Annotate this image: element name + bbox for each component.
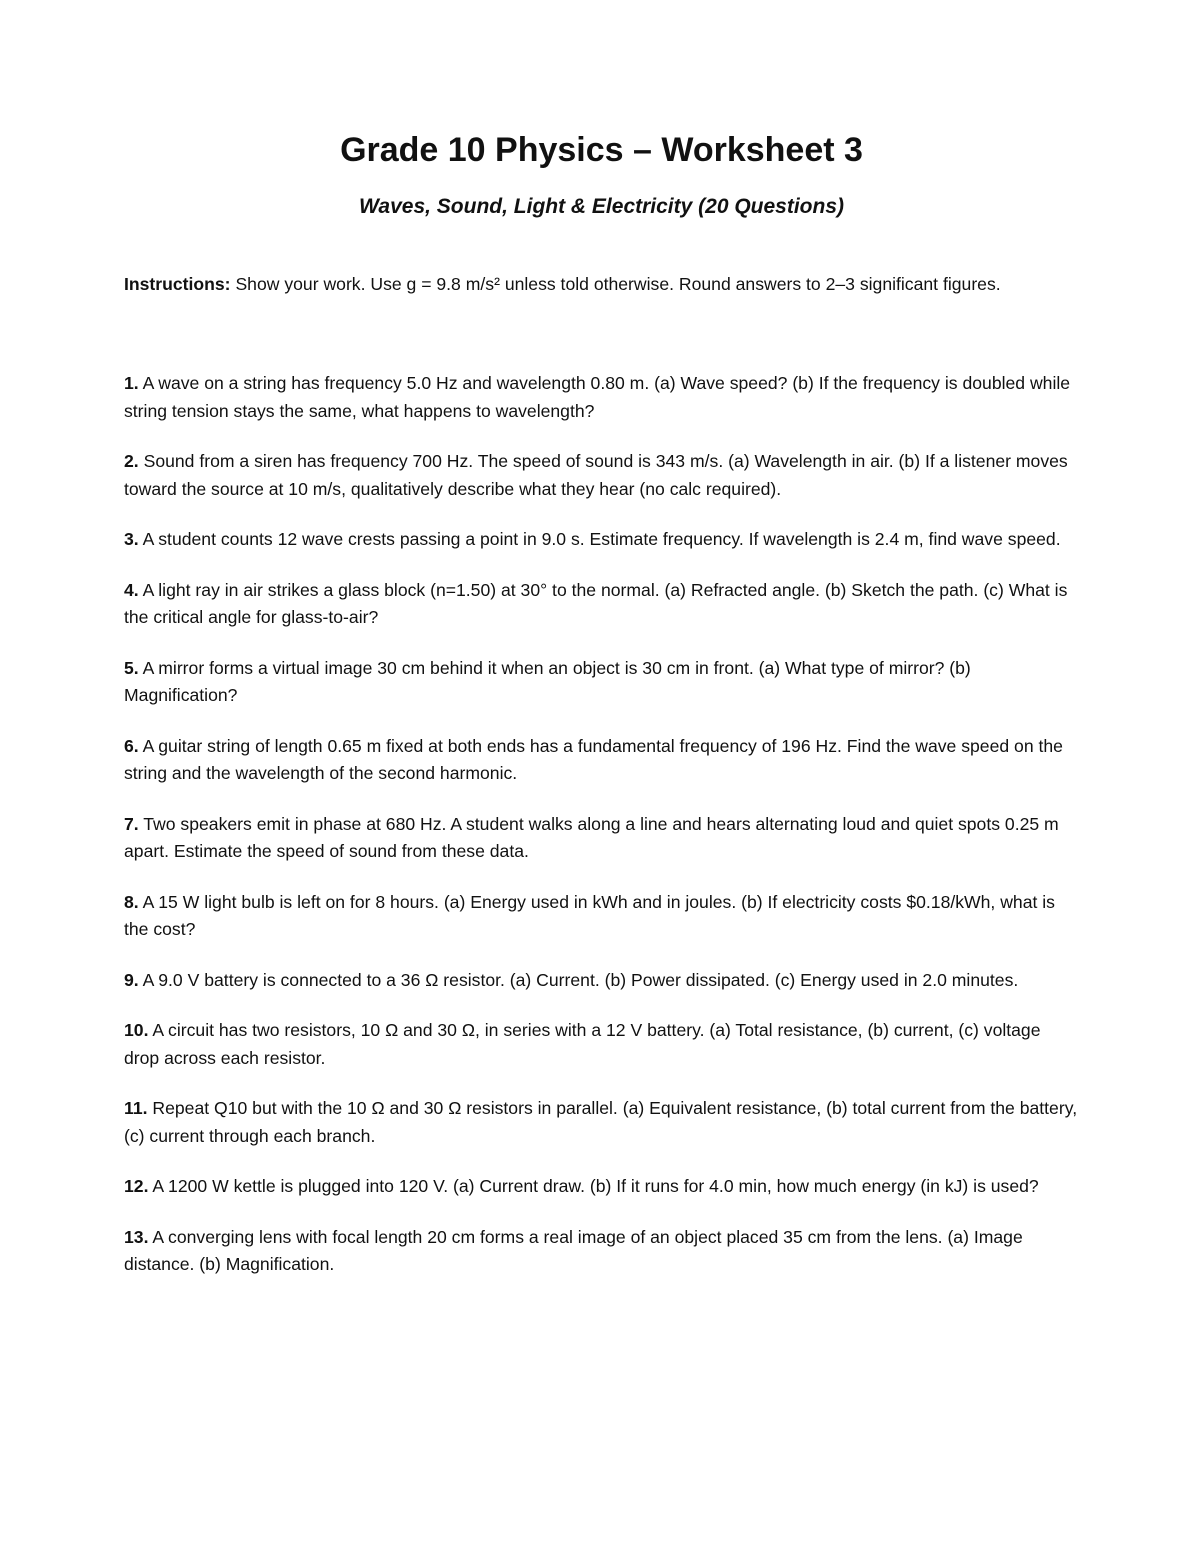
question-3 <box>124 526 1079 554</box>
question-text: A student counts 12 wave crests passing a point in 9.0 s. Estimate frequency. If wavelength is 2.4 m, find wave speed. <box>142 529 1061 549</box>
question-9 <box>124 967 1079 995</box>
worksheet-title: Grade 10 Physics – Worksheet 3 <box>340 131 863 169</box>
question-11 <box>124 1095 1079 1150</box>
instructions-label: Instructions: <box>124 274 231 294</box>
question-number: 13. <box>124 1226 149 1247</box>
question-8 <box>124 889 1079 944</box>
question-6 <box>124 733 1079 788</box>
question-text: Sound from a siren has frequency 700 Hz. The speed of sound is 343 m/s. (a) Wavelength in air. (b) If a listener moves toward the source at 10 m/s, qualitatively describe what they hear (no calc required). <box>124 451 1068 499</box>
question-text: A 1200 W kettle is plugged into 120 V. (a) Current draw. (b) If it runs for 4.0 min, how much energy (in kJ) is used? <box>152 1176 1039 1196</box>
question-number: 3. <box>124 529 139 549</box>
question-list <box>124 370 1079 1302</box>
question-text: Two speakers emit in phase at 680 Hz. A student walks along a line and hears alternating loud and quiet spots 0.25 m apart. Estimate the speed of sound from these data. <box>124 813 1059 861</box>
question-number: 8. <box>124 891 139 912</box>
question-number: 4. <box>124 579 139 600</box>
question-2 <box>124 448 1079 503</box>
question-number: 2. <box>124 451 139 471</box>
question-text: Repeat Q10 but with the 10 Ω and 30 Ω resistors in parallel. (a) Equivalent resistance, (b) total current from the battery, (c) current through each branch. <box>124 1098 1078 1146</box>
question-number: 9. <box>124 969 139 990</box>
question-text: A mirror forms a virtual image 30 cm behind it when an object is 30 cm in front. (a) What type of mirror? (b) Magnification? <box>124 657 971 705</box>
question-10 <box>124 1017 1079 1072</box>
question-7 <box>124 811 1079 866</box>
question-text: A guitar string of length 0.65 m fixed at both ends has a fundamental frequency of 196 Hz. Find the wave speed on the string and the wavelength of the second harmonic. <box>124 735 1063 783</box>
instructions-text: Show your work. Use g = 9.8 m/s² unless told otherwise. Round answers to 2–3 significant figures. <box>235 274 1001 294</box>
question-number: 7. <box>124 813 139 834</box>
question-4 <box>124 577 1079 632</box>
instructions <box>124 271 1079 299</box>
question-number: 11. <box>124 1098 148 1118</box>
worksheet-subtitle: Waves, Sound, Light & Electricity (20 Questions) <box>358 195 845 218</box>
question-1 <box>124 370 1079 425</box>
question-number: 6. <box>124 735 139 756</box>
question-text: A 15 W light bulb is left on for 8 hours. (a) Energy used in kWh and in joules. (b) If electricity costs $0.18/kWh, what is the cost? <box>124 891 1055 939</box>
question-text: A 9.0 V battery is connected to a 36 Ω resistor. (a) Current. (b) Power dissipated. (c) Energy used in 2.0 minutes. <box>142 969 1019 990</box>
question-text: A circuit has two resistors, 10 Ω and 30 Ω, in series with a 12 V battery. (a) Total resistance, (b) current, (c) voltage drop across each resistor. <box>124 1020 1041 1068</box>
question-number: 5. <box>124 657 139 678</box>
question-number: 1. <box>124 373 139 393</box>
question-text: A converging lens with focal length 20 cm forms a real image of an object placed 35 cm from the lens. (a) Image distance. (b) Magnification. <box>124 1226 1023 1274</box>
question-5 <box>124 655 1079 710</box>
question-text: A wave on a string has frequency 5.0 Hz and wavelength 0.80 m. (a) Wave speed? (b) If the frequency is doubled while string tension stays the same, what happens to wavelength? <box>124 373 1071 421</box>
question-12 <box>124 1173 1079 1201</box>
question-text: A light ray in air strikes a glass block (n=1.50) at 30° to the normal. (a) Refracted angle. (b) Sketch the path. (c) What is the critical angle for glass-to-air? <box>124 579 1068 627</box>
question-number: 12. <box>124 1176 149 1196</box>
question-13 <box>124 1224 1079 1279</box>
question-number: 10. <box>124 1020 149 1040</box>
